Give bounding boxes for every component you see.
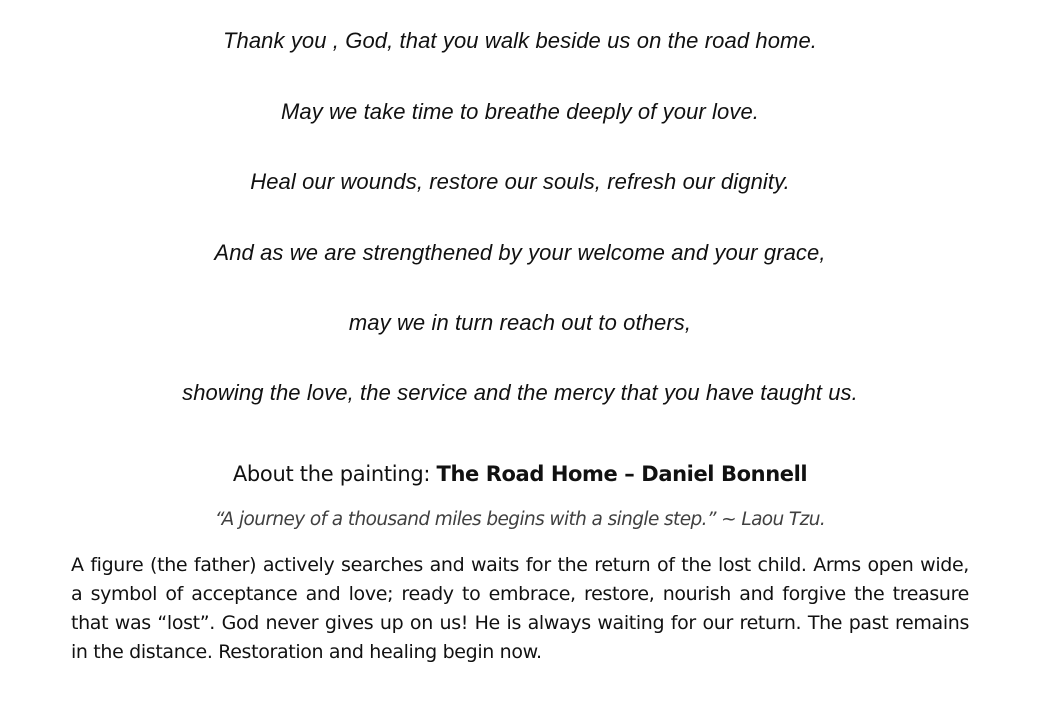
about-painting-heading [0, 459, 1040, 489]
prayer-line-1: Thank you , God, that you walk beside us on the road home. [222, 28, 818, 53]
prayer-line-4: And as we are strengthened by your welcome and your grace, [214, 240, 826, 265]
prayer-line-3: Heal our wounds, restore our souls, refresh our dignity. [250, 169, 790, 194]
prayer-line-6: showing the love, the service and the mercy that you have taught us. [182, 380, 858, 405]
painting-title: The Road Home – Daniel Bonnell [436, 462, 808, 486]
prayer-line-5: may we in turn reach out to others, [348, 310, 692, 335]
prayer-line-2: May we take time to breathe deeply of your love. [280, 99, 760, 124]
about-painting-label: About the painting: [232, 462, 437, 486]
painting-description: A figure (the father) actively searches and waits for the return of the lost child. Arms open wide, a symbol of acceptance and love; ready to embrace, restore, nourish and forgive the treasure that was “lost”. God never gives up on us! He is always waiting for our return. The past remains in the distance. Restoration and healing begin now. [71, 554, 969, 663]
quote: “A journey of a thousand miles begins with a single step.” ~ Laou Tzu. [214, 509, 826, 530]
